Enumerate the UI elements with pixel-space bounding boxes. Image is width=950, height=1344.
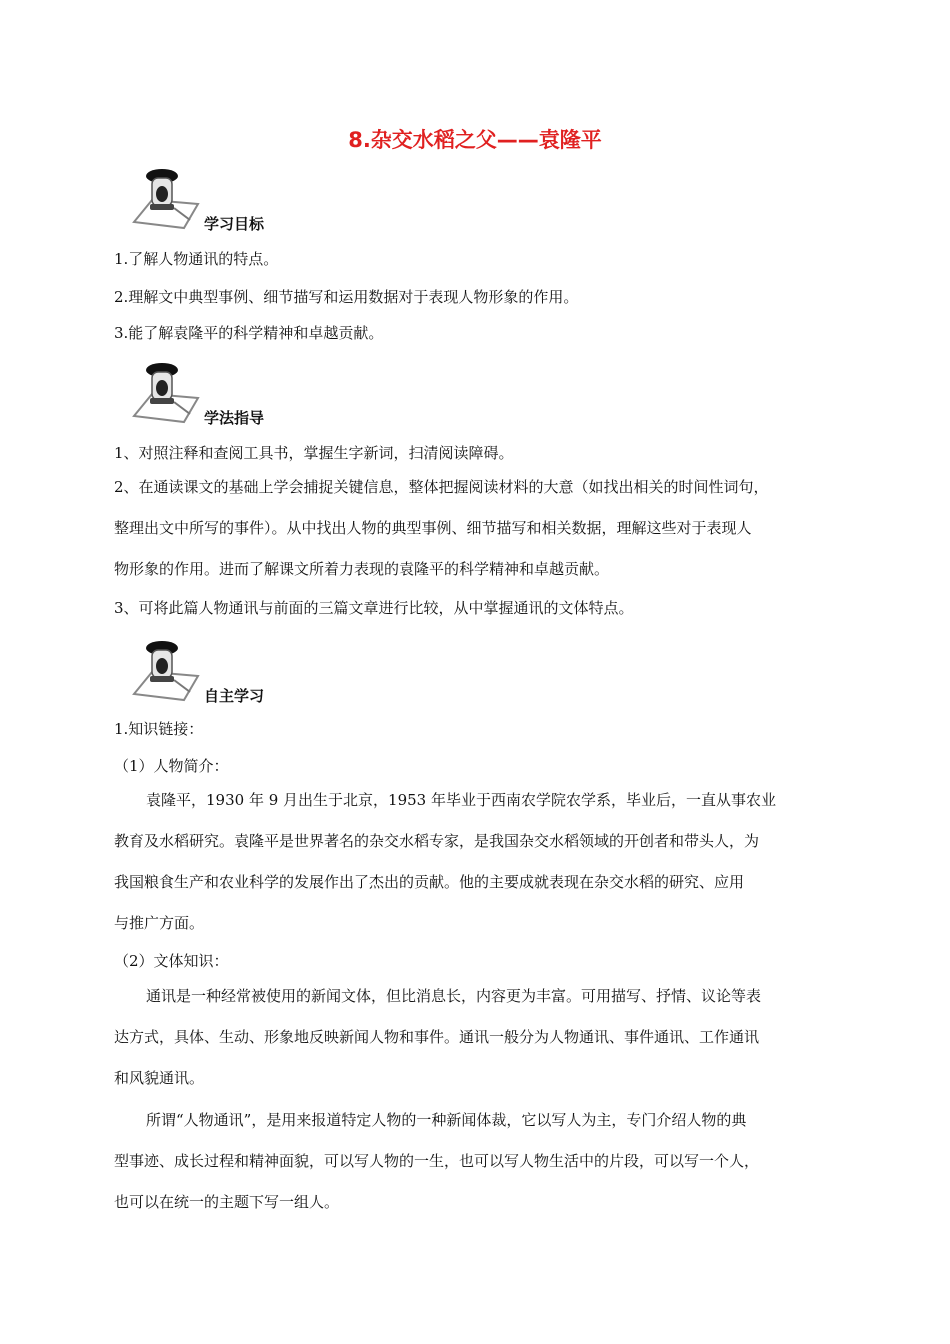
method-item-2	[114, 467, 836, 590]
text-line: 也可以在统一的主题下写一组人。	[114, 1193, 340, 1211]
text-line: 型事迹、成长过程和精神面貌，可以写人物的一生，也可以写人物生活中的片段，可以写一个人，	[114, 1152, 760, 1170]
person-intro-text	[114, 780, 836, 944]
person-news-text	[114, 1100, 836, 1223]
text-line: 通讯是一种经常被使用的新闻文体，但比消息长，内容更为丰富。可用描写、抒情、议论等表	[146, 987, 762, 1005]
section-method-heading: 学法指导	[204, 409, 265, 427]
section-method-header	[130, 358, 370, 428]
section-self-study-header	[130, 636, 370, 706]
genre-knowledge-text	[114, 976, 836, 1099]
text-line: 与推广方面。	[114, 914, 205, 932]
lamp-icon	[130, 358, 202, 424]
lamp-icon	[130, 164, 202, 230]
text-line: 袁隆平，1930 年 9 月出生于北京，1953 年毕业于西南农学院农学系，毕业后，一直从事农业	[146, 791, 776, 809]
method-item: 1、对照注释和查阅工具书，掌握生字新词，扫清阅读障碍。	[114, 444, 514, 462]
lamp-icon	[130, 636, 202, 702]
text-line: 我国粮食生产和农业科学的发展作出了杰出的贡献。他的主要成就表现在杂交水稻的研究、应用	[114, 873, 745, 891]
goal-item: 3.能了解袁隆平的科学精神和卓越贡献。	[114, 324, 384, 342]
goal-item: 1.了解人物通讯的特点。	[114, 250, 279, 268]
text-line: 达方式，具体、生动、形象地反映新闻人物和事件。通讯一般分为人物通讯、事件通讯、工作通讯	[114, 1028, 760, 1046]
text-line: 所谓“人物通讯”，是用来报道特定人物的一种新闻体裁，它以写人为主，专门介绍人物的典	[146, 1111, 747, 1129]
section-goals-header	[130, 164, 370, 234]
section-self-study-heading: 自主学习	[204, 687, 265, 705]
text-line: 物形象的作用。进而了解课文所着力表现的袁隆平的科学精神和卓越贡献。	[114, 560, 610, 578]
section-goals-heading: 学习目标	[204, 215, 265, 233]
person-intro-label: （1）人物简介：	[114, 757, 229, 775]
text-line: 2、在通读课文的基础上学会捕捉关键信息，整体把握阅读材料的大意（如找出相关的时间性词句，	[114, 478, 769, 496]
text-line: 和风貌通讯。	[114, 1069, 205, 1087]
document-title: 8.杂交水稻之父——袁隆平	[348, 128, 602, 152]
text-line: 教育及水稻研究。袁隆平是世界著名的杂交水稻专家，是我国杂交水稻领域的开创者和带头人，为	[114, 832, 760, 850]
goal-item: 2.理解文中典型事例、细节描写和运用数据对于表现人物形象的作用。	[114, 288, 579, 306]
method-item: 3、可将此篇人物通讯与前面的三篇文章进行比较，从中掌握通讯的文体特点。	[114, 599, 634, 617]
knowledge-link-label: 1.知识链接：	[114, 720, 204, 738]
genre-knowledge-label: （2）文体知识：	[114, 952, 229, 970]
text-line: 整理出文中所写的事件）。从中找出人物的典型事例、细节描写和相关数据，理解这些对于表现人	[114, 519, 752, 537]
